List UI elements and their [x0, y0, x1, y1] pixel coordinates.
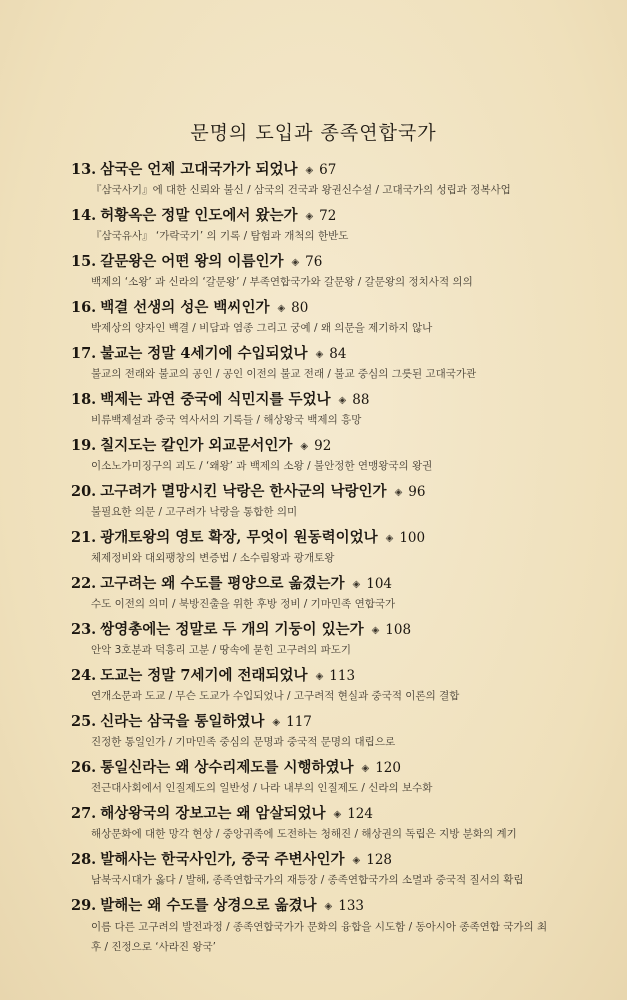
- toc-entry: [71, 848, 561, 890]
- toc-entry: [71, 250, 561, 292]
- entry-subtopics: 안악 3호분과 덕흥리 고분 / 땅속에 묻힌 고구려의 파도기: [91, 644, 352, 656]
- entry-subtopics: 전근대사회에서 인질제도의 일반성 / 나라 내부의 인질제도 / 신라의 보수화: [91, 782, 433, 794]
- entry-title: 통일신라는 왜 상수리제도를 시행하였나: [100, 759, 354, 776]
- toc-entry: [71, 572, 561, 614]
- toc-heading: [71, 710, 561, 733]
- entry-subtopics: 체제정비와 대외팽창의 변증법 / 소수림왕과 광개토왕: [91, 552, 335, 564]
- toc-entry: [71, 802, 561, 844]
- entry-title: 신라는 삼국을 통일하였나: [100, 713, 265, 730]
- page-number: 72: [319, 208, 337, 224]
- entry-title: 해상왕국의 장보고는 왜 암살되었나: [100, 805, 326, 822]
- diamond-icon: ◈: [305, 211, 314, 222]
- page-number: 96: [408, 484, 426, 500]
- diamond-icon: ◈: [385, 533, 394, 544]
- entry-number: 21.: [71, 529, 97, 546]
- entry-title: 발해사는 한국사인가, 중국 주변사인가: [100, 851, 345, 868]
- toc-heading: [71, 894, 561, 917]
- toc-entry: [71, 388, 561, 430]
- entry-number: 15.: [71, 253, 97, 270]
- page-number: 108: [385, 622, 412, 638]
- diamond-icon: ◈: [324, 901, 333, 912]
- page-number: 104: [366, 576, 393, 592]
- toc-entry: [71, 526, 561, 568]
- diamond-icon: ◈: [291, 257, 300, 268]
- page-number: 84: [329, 346, 347, 362]
- page-number: 76: [305, 254, 323, 270]
- entry-title: 삼국은 언제 고대국가가 되었나: [100, 161, 298, 178]
- entry-subtopics: 『삼국유사』 ‘가락국기’ 의 기록 / 탐험과 개척의 한반도: [91, 230, 349, 242]
- entry-title: 발해는 왜 수도를 상경으로 옮겼나: [100, 897, 317, 914]
- diamond-icon: ◈: [371, 625, 380, 636]
- entry-number: 25.: [71, 713, 97, 730]
- toc-heading: [71, 342, 561, 365]
- entry-title: 칠지도는 칼인가 외교문서인가: [100, 437, 293, 454]
- entry-number: 16.: [71, 299, 97, 316]
- page-number: 120: [375, 760, 401, 776]
- chapter-title: 문명의 도입과 종족연합국가: [190, 122, 437, 144]
- entry-number: 29.: [71, 897, 97, 914]
- entry-subtopics: 해상문화에 대한 망각 현상 / 중앙귀족에 도전하는 청해진 / 해상권의 독립은 지방 분화의 계기: [91, 828, 517, 840]
- toc-heading: [71, 250, 561, 273]
- toc-heading: [71, 618, 561, 641]
- page-number: 100: [399, 530, 426, 546]
- entry-title: 불교는 정말 4세기에 수입되었나: [100, 345, 308, 362]
- toc-heading: [71, 158, 561, 181]
- entry-subtopics: 불교의 전래와 불교의 공인 / 공인 이전의 불교 전래 / 불교 중심의 그릇된 고대국가관: [91, 368, 477, 380]
- toc-entry: [71, 618, 561, 660]
- toc-entry: [71, 756, 561, 798]
- toc-heading: [71, 756, 561, 779]
- toc-heading: [71, 572, 561, 595]
- diamond-icon: ◈: [352, 855, 361, 866]
- toc-entry: [71, 296, 561, 338]
- entry-title: 백결 선생의 성은 백씨인가: [100, 299, 270, 316]
- entry-number: 19.: [71, 437, 97, 454]
- entry-title: 쌍영총에는 정말로 두 개의 기둥이 있는가: [100, 621, 364, 638]
- diamond-icon: ◈: [338, 395, 347, 406]
- toc-heading: [71, 204, 561, 227]
- toc-heading: [71, 848, 561, 871]
- entry-subtopics: 진정한 통일인가 / 기마민족 중심의 문명과 중국적 문명의 대립으로: [91, 736, 396, 748]
- entry-subtopics: 박제상의 양자인 백결 / 비담과 염종 그리고 궁예 / 왜 의문을 제기하지 않나: [91, 322, 433, 334]
- page-number: 92: [314, 438, 332, 454]
- entry-number: 28.: [71, 851, 97, 868]
- entry-number: 14.: [71, 207, 97, 224]
- entry-number: 26.: [71, 759, 97, 776]
- toc-entry: [71, 480, 561, 522]
- toc-entry: [71, 158, 561, 200]
- entry-number: 13.: [71, 161, 97, 178]
- page-number: 88: [352, 392, 370, 408]
- page-number: 113: [329, 668, 356, 684]
- entry-subtopics: 백제의 ‘소왕’ 과 신라의 ‘갈문왕’ / 부족연합국가와 갈문왕 / 갈문왕의 정치사적 의의: [91, 276, 473, 288]
- toc-entry: [71, 894, 561, 957]
- entry-number: 18.: [71, 391, 97, 408]
- entry-number: 27.: [71, 805, 97, 822]
- entry-subtopics: 남북국시대가 옳다 / 발해, 종족연합국가의 재등장 / 종족연합국가의 소멸과 중국적 질서의 확립: [91, 874, 524, 886]
- entry-subtopics: 비류백제설과 중국 역사서의 기록들 / 해상왕국 백제의 흥망: [91, 414, 362, 426]
- diamond-icon: ◈: [361, 763, 370, 774]
- toc-entry: [71, 342, 561, 384]
- toc-entry: [71, 204, 561, 246]
- page-number: 117: [286, 714, 312, 730]
- page-number: 124: [347, 806, 373, 822]
- page-number: 133: [338, 898, 365, 914]
- toc-heading: [71, 802, 561, 825]
- entry-subtopics: 수도 이전의 의미 / 북방진출을 위한 후방 정비 / 기마민족 연합국가: [91, 598, 396, 610]
- diamond-icon: ◈: [315, 349, 324, 360]
- entry-number: 24.: [71, 667, 97, 684]
- entry-number: 22.: [71, 575, 97, 592]
- diamond-icon: ◈: [272, 717, 281, 728]
- toc-heading: [71, 296, 561, 319]
- diamond-icon: ◈: [305, 165, 314, 176]
- diamond-icon: ◈: [315, 671, 324, 682]
- diamond-icon: ◈: [352, 579, 361, 590]
- toc-entry: [71, 664, 561, 706]
- entry-title: 갈문왕은 어떤 왕의 이름인가: [100, 253, 284, 270]
- entry-subtopics: 연개소문과 도교 / 무슨 도교가 수입되었나 / 고구려적 현실과 중국적 이론의 결합: [91, 690, 460, 702]
- entry-number: 20.: [71, 483, 97, 500]
- toc-heading: [71, 526, 561, 549]
- entry-subtopics: 불필요한 의문 / 고구려가 낙랑을 통합한 의미: [91, 506, 298, 518]
- entry-title: 백제는 과연 중국에 식민지를 두었나: [100, 391, 331, 408]
- toc-heading: [71, 388, 561, 411]
- diamond-icon: ◈: [277, 303, 286, 314]
- table-of-contents: [71, 158, 561, 961]
- diamond-icon: ◈: [333, 809, 342, 820]
- toc-heading: [71, 480, 561, 503]
- entry-title: 광개토왕의 영토 확장, 무엇이 원동력이었나: [100, 529, 378, 546]
- page-number: 80: [291, 300, 309, 316]
- diamond-icon: ◈: [394, 487, 403, 498]
- page-number: 128: [366, 852, 393, 868]
- entry-subtopics: 『삼국사기』에 대한 신뢰와 불신 / 삼국의 건국과 왕권신수설 / 고대국가의 성립과 정복사업: [91, 184, 511, 196]
- entry-title: 도교는 정말 7세기에 전래되었나: [100, 667, 308, 684]
- toc-heading: [71, 664, 561, 687]
- entry-title: 고구려는 왜 수도를 평양으로 옮겼는가: [100, 575, 345, 592]
- page-number: 67: [319, 162, 337, 178]
- entry-title: 허황옥은 정말 인도에서 왔는가: [100, 207, 298, 224]
- toc-entry: [71, 434, 561, 476]
- entry-number: 23.: [71, 621, 97, 638]
- entry-subtopics: 이소노가미징구의 괴도 / ‘왜왕’ 과 백제의 소왕 / 불안정한 연맹왕국의 왕권: [91, 460, 433, 472]
- toc-heading: [71, 434, 561, 457]
- entry-subtopics: 이름 다른 고구려의 발전과정 / 종족연합국가가 문화의 융합을 시도함 / 동아시아 종족연합 국가의 최후 / 진정으로 ‘사라진 왕국’: [91, 921, 548, 953]
- entry-title: 고구려가 멸망시킨 낙랑은 한사군의 낙랑인가: [100, 483, 387, 500]
- diamond-icon: ◈: [300, 441, 309, 452]
- entry-number: 17.: [71, 345, 97, 362]
- toc-entry: [71, 710, 561, 752]
